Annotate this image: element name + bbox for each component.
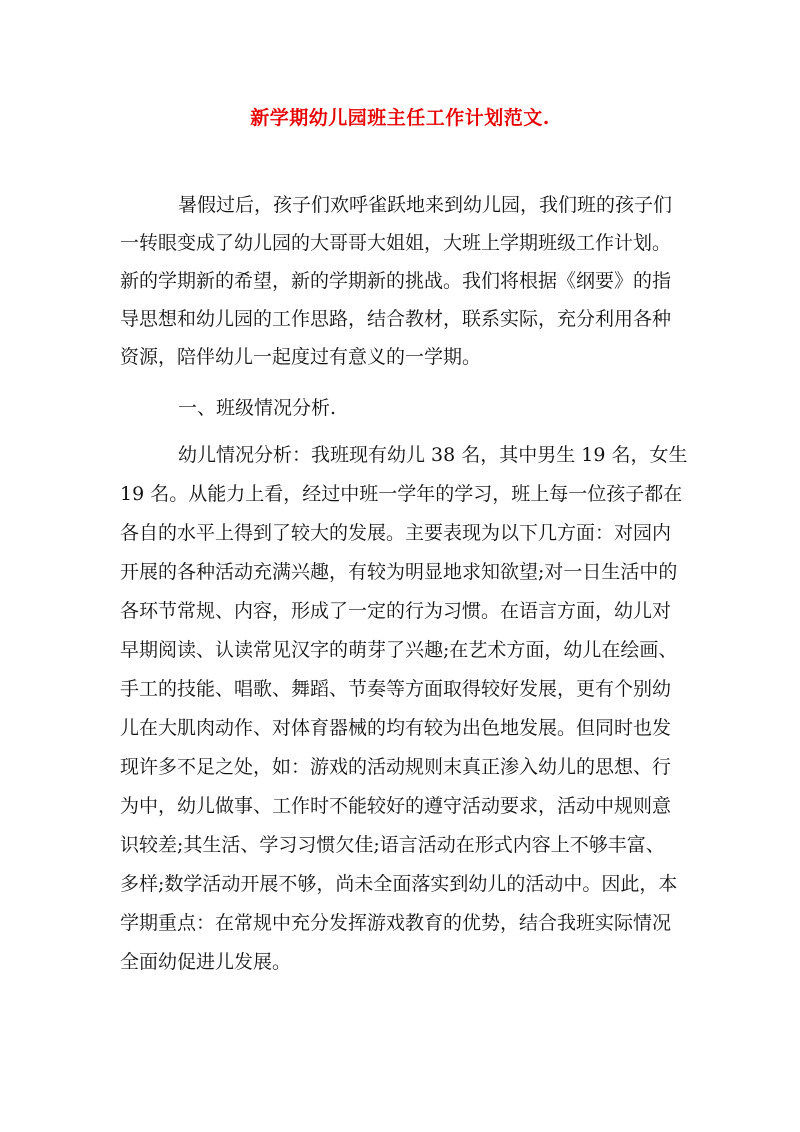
- body-line: 开展的各种活动充满兴趣，有较为明显地求知欲望;对一日生活中的: [120, 561, 678, 583]
- section-heading: 一、班级情况分析.: [178, 397, 337, 419]
- document-title: 新学期幼儿园班主任工作计划范文.: [250, 107, 550, 129]
- body-line: 早期阅读、认读常见汉字的萌芽了兴趣;在艺术方面，幼儿在绘画、: [120, 639, 678, 661]
- body-line: 全面幼促进儿发展。: [120, 951, 292, 973]
- body-line: 新的学期新的希望，新的学期新的挑战。我们将根据《纲要》的指: [120, 270, 672, 292]
- body-line: 为中，幼儿做事、工作时不能较好的遵守活动要求，活动中规则意: [120, 795, 672, 817]
- body-line: 多样;数学活动开展不够，尚未全面落实到幼儿的活动中。因此，本: [120, 873, 678, 895]
- body-line: 一转眼变成了幼儿园的大哥哥大姐姐，大班上学期班级工作计划。: [120, 232, 672, 254]
- body-line: 学期重点：在常规中充分发挥游戏教育的优势，结合我班实际情况: [120, 912, 672, 934]
- body-line: 识较差;其生活、学习习惯欠佳;语言活动在形式内容上不够丰富、: [120, 834, 665, 856]
- body-line: 手工的技能、唱歌、舞蹈、节奏等方面取得较好发展，更有个别幼: [120, 678, 672, 700]
- body-line: 各自的水平上得到了较大的发展。主要表现为以下几方面：对园内: [120, 522, 672, 544]
- body-line: 导思想和幼儿园的工作思路，结合教材，联系实际，充分利用各种: [120, 308, 672, 330]
- body-line: 各环节常规、内容，形成了一定的行为习惯。在语言方面，幼儿对: [120, 600, 672, 622]
- body-line: 儿在大肌肉动作、对体育器械的均有较为出色地发展。但同时也发: [120, 717, 672, 739]
- body-line: 幼儿情况分析：我班现有幼儿 38 名，其中男生 19 名，女生: [178, 444, 688, 466]
- body-line: 暑假过后，孩子们欢呼雀跃地来到幼儿园，我们班的孩子们: [178, 194, 673, 216]
- body-line: 资源，陪伴幼儿一起度过有意义的一学期。: [120, 346, 482, 368]
- body-line: 现许多不足之处，如：游戏的活动规则末真正渗入幼儿的思想、行: [120, 756, 672, 778]
- body-line: 19 名。从能力上看，经过中班一学年的学习，班上每一位孩子都在: [120, 483, 683, 505]
